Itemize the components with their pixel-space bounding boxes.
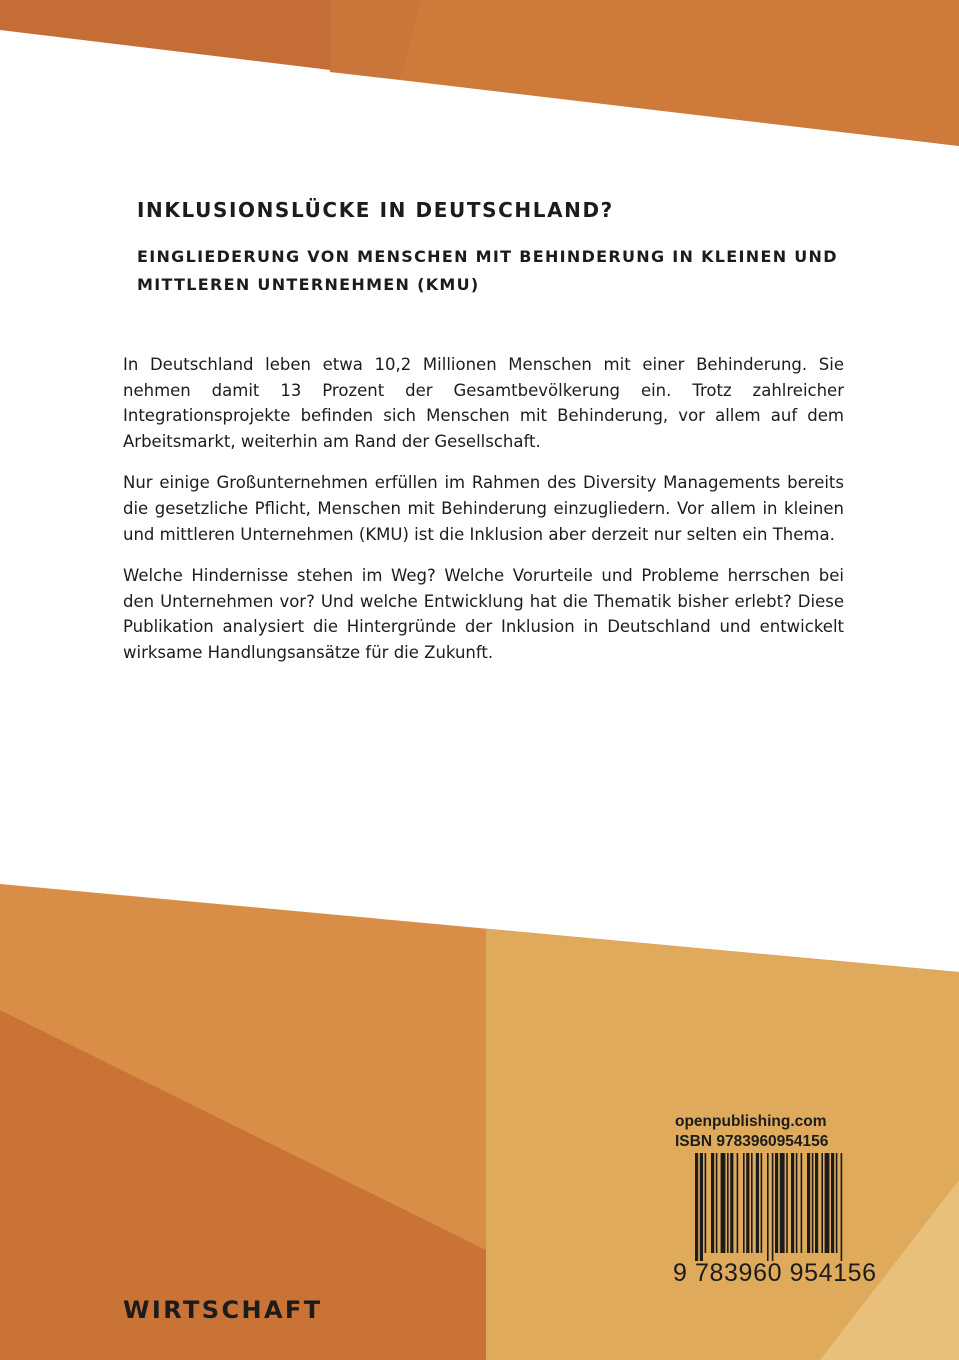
publisher-url: openpublishing.com bbox=[675, 1113, 827, 1130]
blurb-paragraph: Welche Hindernisse stehen im Weg? Welche Vorurteile und Probleme herrschen bei den Unternehmen vor? Und welche Entwicklung hat die Thematik bisher erlebt? Diese Publikation analysiert die Hintergründe der Inklusion in Deutschland und entwickelt wirksame Handlungsansätze für die Zukunft. bbox=[123, 566, 844, 662]
barcode-bar bbox=[705, 1153, 707, 1253]
barcode-bar bbox=[737, 1153, 739, 1253]
barcode-bar bbox=[746, 1153, 749, 1253]
barcode-bar bbox=[836, 1153, 838, 1253]
barcode-bar bbox=[780, 1153, 785, 1253]
publisher-info bbox=[675, 1112, 828, 1152]
isbn-barcode bbox=[673, 1153, 895, 1287]
barcode-bar bbox=[825, 1153, 830, 1253]
barcode-bar bbox=[727, 1153, 729, 1253]
barcode-bar bbox=[761, 1153, 763, 1253]
barcode-bar bbox=[721, 1153, 726, 1253]
top-band-light bbox=[400, 0, 959, 146]
barcode-bars bbox=[673, 1153, 895, 1261]
barcode-bar bbox=[791, 1153, 794, 1253]
barcode-bar bbox=[772, 1153, 774, 1261]
barcode-bar bbox=[711, 1153, 714, 1253]
barcode-bar bbox=[743, 1153, 745, 1253]
barcode-bar bbox=[821, 1153, 823, 1253]
barcode-bar bbox=[767, 1153, 769, 1261]
barcode-bar bbox=[700, 1153, 703, 1261]
barcode-bar bbox=[716, 1153, 718, 1253]
category-label: WIRTSCHAFT bbox=[123, 1296, 323, 1324]
barcode-bar bbox=[801, 1153, 803, 1253]
barcode-bar bbox=[775, 1153, 778, 1253]
barcode-bar bbox=[841, 1153, 843, 1261]
blurb-paragraph: Nur einige Großunternehmen erfüllen im Rahmen des Diversity Managements bereits die gesetzliche Pflicht, Menschen mit Behinderung einzugliedern. Vor allem in kleinen und mittleren Unternehmen (KMU) ist die Inklusion aber derzeit nur selten ein Thema. bbox=[123, 473, 844, 544]
barcode-bar bbox=[831, 1153, 834, 1253]
book-title: INKLUSIONSLÜCKE IN DEUTSCHLAND? bbox=[137, 198, 614, 222]
blurb bbox=[123, 352, 844, 682]
barcode-bar bbox=[695, 1153, 698, 1261]
barcode-bar bbox=[751, 1153, 753, 1253]
book-subtitle: EINGLIEDERUNG VON MENSCHEN MIT BEHINDERUNG IN KLEINEN UND MITTLEREN UNTERNEHMEN (KMU) bbox=[137, 247, 838, 294]
barcode-bar bbox=[730, 1153, 733, 1253]
blurb-paragraph: In Deutschland leben etwa 10,2 Millionen Menschen mit einer Behinderung. Sie nehmen damit 13 Prozent der Gesamtbevölkerung ein. Trotz zahlreicher Integrationsprojekte befinden sich Menschen mit Behinderung, vor allem auf dem Arbeitsmarkt, weiterhin am Rand der Gesellschaft. bbox=[123, 355, 844, 451]
barcode-digits: 9 783960 954156 bbox=[673, 1259, 877, 1287]
isbn-label: ISBN 9783960954156 bbox=[675, 1133, 829, 1150]
barcode-bar bbox=[815, 1153, 818, 1253]
barcode-bar bbox=[786, 1153, 788, 1253]
barcode-bar bbox=[796, 1153, 798, 1253]
barcode-bar bbox=[756, 1153, 759, 1253]
barcode-bar bbox=[807, 1153, 810, 1253]
barcode-bar bbox=[812, 1153, 814, 1253]
